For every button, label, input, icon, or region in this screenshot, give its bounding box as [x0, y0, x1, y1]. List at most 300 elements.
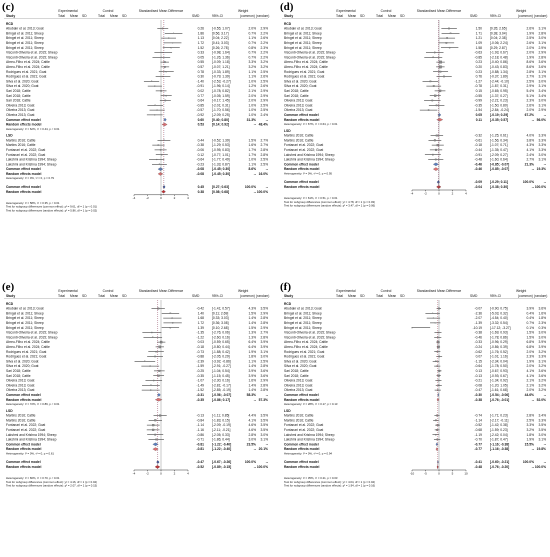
weight-random: 20.1% — [258, 447, 268, 452]
weight-random: 2.9% — [260, 325, 268, 330]
header-ci: 95%-CI — [212, 14, 223, 18]
study-label: Bringel et al. 2011; Sheep — [6, 31, 44, 36]
smd-value: -0.42 — [196, 306, 204, 311]
weight-random: 3.1% — [538, 74, 546, 79]
study-label: Silva et al. 2020; Goat — [6, 364, 39, 369]
estimate-square — [151, 81, 152, 82]
weight-common: 2.1% — [526, 383, 534, 388]
study-label: Visconti-Oliveira et al. 2015; Sheep — [6, 50, 58, 55]
estimate-square — [154, 86, 155, 87]
weight-random: 2.9% — [260, 98, 268, 103]
estimate-square — [152, 424, 154, 426]
overall-model-label: Common effect model — [284, 180, 319, 185]
study-label: Bringel et al. 2011; Sheep — [6, 325, 44, 330]
estimate-square — [155, 439, 157, 441]
subgroup-model-label: Common effect model — [6, 393, 41, 397]
footer-test-text: Test for subgroup differences (random effects): χ² = 1.94, df = 1 (p = 0.16) — [284, 483, 376, 488]
smd-value: -0.61 — [474, 138, 482, 143]
smd-value: 0.07 — [475, 354, 482, 359]
x-axis-tick-label: -4 — [132, 196, 136, 201]
weight-random: 3.0% — [538, 36, 546, 41]
estimate-square — [434, 95, 436, 97]
estimate-square — [172, 43, 173, 44]
weight-common: 2.7% — [526, 74, 534, 79]
ci-value: [-17.12; -3.27] — [490, 325, 511, 330]
weight-random: 100.0% — [256, 189, 268, 194]
header-smd: SMD — [470, 294, 478, 298]
ci-value: [-1.77; 0.49] — [212, 157, 230, 162]
x-axis-tick-label: 0 — [160, 471, 162, 476]
weight-common: 6.8% — [526, 340, 534, 345]
header-experimental: Experimental — [336, 9, 356, 13]
ci-value: [-4.54; 0.40] — [490, 316, 508, 321]
estimate-square — [446, 42, 447, 43]
weight-random: 0.3% — [538, 325, 546, 330]
study-label: Oliveira 2013; Goat — [6, 113, 35, 117]
ci-value: [-0.54; -0.06] — [490, 393, 510, 397]
smd-value: 1.72 — [197, 321, 204, 325]
weight-random: 3.2% — [538, 378, 546, 383]
study-label: Rodrigues et al. 2021; Goat — [6, 354, 47, 359]
weight-common: 1.0% — [248, 113, 256, 117]
estimate-square — [152, 429, 154, 431]
smd-value: -0.91 — [474, 152, 482, 157]
ci-value: [-0.05; 1.59] — [212, 93, 230, 98]
study-label: Fontanari et al. 2022; Goat — [284, 143, 324, 148]
weight-random: 3.9% — [538, 345, 546, 349]
weight-common: 3.9% — [526, 306, 534, 311]
study-label: Martins 2016; Cattle — [6, 138, 36, 143]
estimate-square — [434, 139, 436, 141]
header-smd-title: Standardised Mean Difference — [416, 289, 462, 293]
study-label: Sari 2018; Cattle — [6, 373, 31, 378]
weight-common: 2.1% — [248, 89, 256, 93]
weight-random: 3.5% — [538, 423, 546, 428]
weight-common: 4.6% — [248, 428, 256, 432]
smd-value: 1.21 — [475, 36, 482, 41]
weight-common: -- — [253, 189, 256, 194]
ci-value: [-0.86; 0.39] — [490, 345, 508, 349]
smd-value: 1.58 — [475, 45, 482, 50]
weight-random: 3.4% — [538, 93, 546, 98]
study-label: Silva et al. 2020; Goat — [284, 84, 317, 89]
subgroup-model-label: Random effects model — [284, 167, 320, 172]
header-weight: Weight — [238, 289, 249, 293]
estimate-square — [432, 100, 433, 101]
ci-value: [0.56; 3.17] — [212, 31, 229, 36]
x-axis-tick-label: -2 — [146, 196, 149, 201]
header-sd: SD — [82, 294, 87, 298]
header-experimental: Experimental — [58, 9, 78, 13]
smd-value: 0.20 — [475, 65, 482, 69]
smd-value: -2.07 — [474, 316, 482, 321]
smd-value: -0.47 — [196, 460, 204, 465]
weight-common: 3.3% — [248, 60, 256, 65]
smd-value: -0.46 — [474, 335, 482, 340]
weight-random: 57.3% — [258, 397, 268, 402]
ci-value: [-1.01; 1.16] — [490, 354, 508, 359]
estimate-square — [443, 76, 444, 77]
smd-value: -0.41 — [474, 460, 482, 465]
smd-value: 0.02 — [197, 89, 204, 93]
header-mean: Mean — [388, 294, 397, 298]
weight-random: 3.1% — [538, 84, 546, 89]
weight-common: 100.0% — [244, 460, 256, 465]
weight-common: 100.0% — [244, 185, 256, 189]
ci-value: [-1.93; 0.67] — [490, 50, 508, 55]
weight-random: 3.2% — [260, 60, 268, 65]
estimate-square — [166, 95, 167, 96]
weight-common: 4.1% — [526, 373, 534, 378]
estimate-square — [428, 109, 429, 110]
smd-value: -0.85 — [196, 103, 204, 108]
heterogeneity-text: Heterogeneity: I² = 0%, τ² = 0, p = 0.94 — [284, 451, 332, 456]
subgroup-model-label: Common effect model — [284, 113, 319, 117]
study-label: Bringel et al. 2011; Sheep — [284, 311, 322, 316]
weight-common: 0.7% — [248, 55, 256, 60]
weight-random: -- — [543, 460, 546, 465]
smd-value: -1.54 — [474, 108, 482, 113]
header-smd-title: Standardised Mean Difference — [138, 9, 184, 13]
weight-random: 3.5% — [260, 423, 268, 428]
weight-common: 4.0% — [526, 133, 534, 138]
study-label: Martins 2016; Cattle — [284, 418, 314, 423]
weight-common: 4.3% — [248, 306, 256, 311]
smd-value: 0.23 — [475, 69, 482, 74]
smd-value: -1.19 — [474, 432, 482, 437]
smd-value: 0.57 — [197, 65, 204, 69]
ci-value: [-2.85; -0.19] — [212, 388, 231, 393]
estimate-square — [154, 114, 155, 115]
weight-common: -- — [253, 397, 256, 402]
estimate-square — [172, 318, 173, 319]
panel-letter: (f) — [280, 281, 291, 293]
footer-test-text: Heterogeneity: I² = 61%, τ² = 0.51, p < 0.01 — [284, 196, 338, 200]
study-label: Rodrigues et al. 2021; Goat — [6, 69, 47, 74]
weight-common: 1.9% — [526, 359, 534, 364]
smd-value: -0.38 — [196, 143, 204, 148]
weight-random: 3.1% — [538, 26, 546, 31]
study-label: Rodrigues et al. 2021; Goat — [6, 74, 47, 79]
x-axis-tick-label: 4 — [465, 191, 467, 196]
smd-value: 0.13 — [475, 369, 482, 373]
weight-random: 3.1% — [538, 69, 546, 74]
weight-common: 2.0% — [526, 45, 534, 50]
study-label: Rodrigues et al. 2021; Goat — [284, 74, 325, 79]
smd-value: 0.38 — [197, 189, 204, 194]
ci-value: [-2.84; -0.24] — [490, 108, 509, 113]
estimate-square — [164, 66, 166, 68]
estimate-square — [155, 105, 156, 106]
weight-common: 1.9% — [526, 31, 534, 36]
smd-value: -0.52 — [474, 423, 482, 428]
smd-value: -0.52 — [196, 465, 204, 469]
weight-common: 3.8% — [526, 138, 534, 143]
smd-value: -0.18 — [196, 345, 204, 349]
estimate-square — [412, 327, 413, 328]
weight-random: 3.2% — [260, 65, 268, 69]
estimate-square — [171, 47, 172, 48]
weight-common: 1.9% — [526, 55, 534, 60]
smd-value: 1.50 — [475, 26, 482, 31]
subgroup-label: LSD — [284, 408, 291, 413]
overall-model-label: Common effect model — [6, 460, 41, 465]
ci-value: [-1.59; 0.23] — [490, 428, 508, 432]
smd-value: 0.12 — [197, 152, 204, 157]
x-axis-tick-label: -4 — [132, 471, 136, 476]
weight-common: 1.8% — [526, 432, 534, 437]
weight-random: 48.4% — [258, 122, 268, 127]
header-study: Study — [6, 14, 16, 18]
weight-random: 2.7% — [260, 330, 268, 335]
study-label: Fontanari et al. 2022; Goat — [284, 423, 324, 428]
study-label: Oliveira 2013; Goat — [6, 383, 35, 388]
subgroup-model-label: Random effects model — [284, 117, 320, 122]
heterogeneity-text: Heterogeneity: I² = 67%, τ² = 0.64, p < 0.01 — [284, 122, 338, 126]
weight-common: 1.0% — [248, 157, 256, 162]
smd-value: 1.39 — [197, 325, 204, 330]
smd-value: -1.27 — [474, 79, 482, 84]
study-label: Abreu-Filho et al. 2024; Cattle — [284, 60, 328, 65]
weight-common: 1.5% — [526, 335, 534, 340]
study-label: Abreu-Filho et al. 2024; Cattle — [6, 340, 50, 345]
weight-common: 3.9% — [248, 373, 256, 378]
weight-common: 1.4% — [248, 316, 256, 321]
forest-plot-svg — [2, 2, 270, 274]
subgroup-model-label: Random effects model — [284, 447, 320, 452]
estimate-square — [158, 375, 160, 377]
header-weight-common: (common) — [240, 294, 255, 298]
estimate-square — [450, 33, 451, 34]
ci-value: [-2.09; -0.19] — [212, 423, 231, 428]
weight-common: 0.7% — [248, 31, 256, 36]
weight-random: 100.0% — [534, 465, 546, 469]
estimate-square — [158, 370, 160, 372]
smd-value: -1.52 — [196, 388, 204, 393]
smd-value: 0.23 — [475, 60, 482, 65]
header-sd: SD — [400, 294, 405, 298]
ci-value: [-0.29; 0.11] — [490, 180, 508, 185]
weight-random: 3.0% — [538, 335, 546, 340]
smd-value: -0.73 — [196, 349, 204, 354]
forest-plot-svg — [2, 282, 270, 554]
weight-random: 2.8% — [260, 152, 268, 157]
weight-random: 2.5% — [260, 157, 268, 162]
header-weight-random: (random) — [256, 14, 270, 18]
ci-value: [-0.52; 1.39] — [212, 138, 230, 143]
weight-random: 2.8% — [260, 335, 268, 340]
estimate-square — [436, 135, 438, 137]
weight-common: 8.6% — [526, 60, 534, 65]
ci-value: [-0.56; -0.07] — [212, 393, 232, 397]
ci-value: [0.04; 2.38] — [490, 36, 507, 41]
x-axis-tick-label: 2 — [173, 471, 176, 476]
weight-common: 1.6% — [248, 378, 256, 383]
x-axis-tick-label: 10 — [464, 471, 468, 476]
estimate-square — [152, 337, 153, 338]
study-label: Sari 2018; Cattle — [284, 373, 309, 378]
ci-value: [-2.18; 0.48] — [490, 55, 508, 60]
weight-common: 0.4% — [526, 311, 534, 316]
smd-value: -0.35 — [196, 373, 204, 378]
weight-random: 2.8% — [260, 388, 268, 393]
smd-value: 0.53 — [197, 122, 204, 127]
weight-common: 1.0% — [248, 108, 256, 113]
weight-common: 1.1% — [248, 359, 256, 364]
weight-random: 3.3% — [538, 143, 546, 148]
pooled-diamond — [158, 168, 163, 171]
subgroup-model-label: Random effects model — [6, 397, 42, 402]
weight-random: 3.3% — [538, 148, 546, 152]
study-label: Bringel et al. 2011; Sheep — [6, 316, 44, 321]
weight-random: 2.9% — [260, 26, 268, 31]
weight-random: 3.0% — [538, 152, 546, 157]
estimate-square — [448, 28, 449, 29]
weight-random: 2.8% — [260, 383, 268, 388]
weight-common: 2.8% — [526, 413, 534, 418]
estimate-square — [435, 361, 436, 362]
smd-value: -0.88 — [196, 354, 204, 359]
weight-common: 3.2% — [248, 65, 256, 69]
weight-random: 3.3% — [538, 138, 546, 143]
weight-common: 2.5% — [526, 36, 534, 41]
estimate-square — [440, 71, 442, 73]
study-label: Abreu-Filho et al. 2024; Cattle — [284, 340, 328, 345]
forest-plot-panel-f — [280, 282, 548, 554]
smd-value: -0.08 — [474, 383, 482, 388]
smd-value: -0.63 — [474, 50, 482, 55]
smd-value: -0.99 — [474, 98, 482, 103]
study-label: Abubakr et al. 2013; Goat — [284, 26, 322, 31]
smd-value: 0.60 — [197, 117, 204, 122]
header-smd-title: Standardised Mean Difference — [416, 9, 462, 13]
study-label: Abreu-Filho et al. 2024; Cattle — [284, 65, 328, 69]
ci-value: [0.26; 2.78] — [212, 45, 229, 50]
estimate-square — [173, 33, 174, 34]
study-label: Oliveira 2013; Goat — [284, 103, 313, 108]
smd-value: -0.84 — [196, 418, 204, 423]
estimate-square — [168, 38, 169, 39]
estimate-square — [433, 318, 434, 319]
study-label: Abreu-Filho et al. 2024; Cattle — [6, 60, 50, 65]
study-label: Lakshmi and Krishna 1994; Sheep — [284, 157, 335, 162]
weight-common: 2.5% — [526, 79, 534, 84]
weight-common: 6.4% — [248, 345, 256, 349]
estimate-square — [446, 37, 447, 38]
weight-common: 2.0% — [526, 364, 534, 369]
estimate-square — [165, 100, 166, 101]
ci-value: [0.35; 2.65] — [490, 26, 507, 31]
weight-random: 3.1% — [260, 349, 268, 354]
weight-random: -- — [543, 162, 546, 167]
footer-test-text: Heterogeneity: I² = 58%, τ² = 0.35, p < 0.01 — [6, 200, 60, 205]
weight-common: 2.6% — [526, 103, 534, 108]
ci-value: [-0.67; -0.26] — [212, 460, 232, 465]
smd-value: 0.76 — [475, 74, 482, 79]
smd-value: -0.78 — [474, 84, 482, 89]
estimate-square — [435, 420, 436, 421]
ci-value: [-2.09; 0.27] — [490, 152, 508, 157]
weight-random: 16.0% — [258, 172, 268, 176]
weight-random: 2.9% — [260, 93, 268, 98]
footer-test-text: Test for subgroup differences (common effect): χ² = 4.78, df = 1 (p = 0.03) — [284, 199, 375, 204]
study-label: Lakshmi and Krishna 1994; Sheep — [6, 437, 57, 442]
ci-value: [-0.79; 1.39] — [212, 74, 230, 79]
weight-common: 31.3% — [246, 117, 256, 122]
subgroup-model-label: Random effects model — [284, 397, 320, 402]
study-label: Martins 2016; Cattle — [284, 138, 314, 143]
study-label: Oliveira 2013; Goat — [6, 103, 35, 108]
smd-value: -0.07 — [474, 306, 482, 311]
ci-value: [0.29; 2.87] — [490, 45, 507, 50]
smd-value: -0.92 — [196, 113, 204, 117]
estimate-square — [439, 66, 442, 69]
ci-value: [-0.90; 0.75] — [490, 306, 508, 311]
weight-random: -- — [543, 393, 546, 397]
study-label: Martins 2016; Cattle — [284, 413, 314, 418]
heterogeneity-text: Heterogeneity: I² = 72%, τ² = 0.89, p < 0.01 — [6, 402, 60, 406]
ci-value: [-1.70; 0.56] — [212, 108, 230, 113]
weight-common: -- — [253, 465, 256, 469]
header-control: Control — [380, 289, 392, 293]
weight-random: -- — [543, 442, 546, 447]
forest-plot-panel-e — [2, 282, 270, 554]
estimate-square — [151, 332, 152, 333]
ci-value: [-1.61; 0.68] — [490, 388, 508, 393]
smd-value: 0.05 — [197, 55, 204, 60]
header-ci: 95%-CI — [490, 294, 501, 298]
estimate-square — [438, 385, 439, 386]
study-label: Martins 2016; Cattle — [6, 413, 36, 418]
ci-value: [-0.37; 1.89] — [490, 74, 508, 79]
smd-value: -0.35 — [474, 103, 482, 108]
subgroup-model-label: Common effect model — [6, 117, 41, 122]
pooled-diamond — [158, 172, 163, 175]
weight-common: 1.4% — [248, 388, 256, 393]
ci-value: [-1.35; 0.47] — [490, 148, 508, 152]
estimate-square — [170, 313, 171, 314]
estimate-square — [157, 110, 158, 111]
study-label: Fontanari et al. 2022; Goat — [284, 148, 324, 152]
estimate-square — [154, 419, 156, 421]
estimate-square — [438, 308, 440, 310]
weight-random: 3.1% — [538, 41, 546, 45]
smd-value: -0.21 — [474, 378, 482, 383]
weight-common: 1.5% — [248, 138, 256, 143]
header-total: Total — [376, 14, 383, 18]
panel-letter: (e) — [2, 281, 15, 293]
weight-common: -- — [253, 172, 256, 176]
ci-value: [-1.56; 0.34] — [490, 138, 508, 143]
weight-random: 3.2% — [538, 349, 546, 354]
ci-value: [-2.44; -0.10] — [490, 79, 509, 84]
study-label: Silva et al. 2020; Goat — [284, 79, 317, 84]
study-label: Visconti-Oliveira et al. 2015; Sheep — [6, 55, 58, 60]
subgroup-model-label: Common effect model — [6, 167, 41, 172]
weight-random: 3.5% — [260, 413, 268, 418]
smd-value: 0.78 — [197, 69, 204, 74]
study-label: Visconti-Oliveira et al. 2015; Sheep — [284, 330, 336, 335]
header-total: Total — [98, 14, 105, 18]
heterogeneity-text: Heterogeneity: I² = 0%, τ² = 0, p = 0.79 — [6, 176, 54, 181]
header-mean: Mean — [388, 14, 397, 18]
weight-common: 5.1% — [526, 93, 534, 98]
ci-value: [0.40; 0.80] — [212, 117, 230, 122]
ci-value: [-0.80; 0.44] — [212, 345, 230, 349]
ci-value: [-2.30; 0.16] — [212, 378, 230, 383]
estimate-square — [435, 149, 437, 151]
weight-random: -- — [265, 442, 268, 447]
